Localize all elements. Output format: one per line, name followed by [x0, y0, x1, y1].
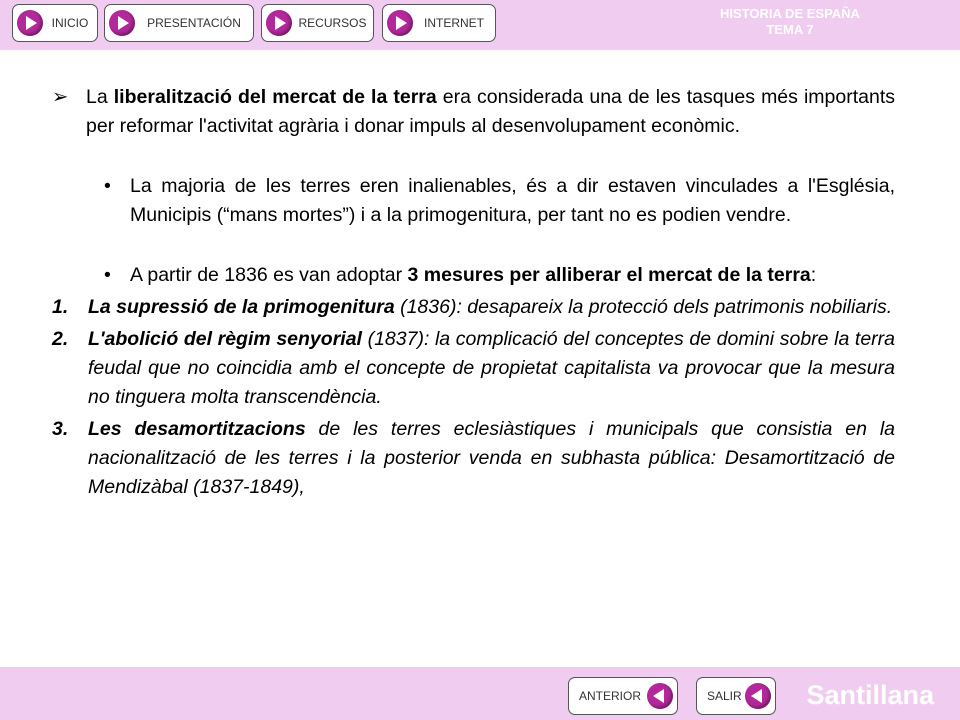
slide-content	[52, 83, 895, 502]
nav-button-label: INTERNET	[424, 16, 484, 30]
bullet-dot: •	[104, 175, 111, 197]
previous-button-label: ANTERIOR	[579, 689, 642, 703]
header-title-line2: TEMA 7	[766, 22, 814, 37]
play-arrow-icon	[17, 10, 43, 36]
arrow-bullet-icon: ➢	[52, 86, 69, 108]
header-title	[700, 6, 880, 38]
intro-keyword: liberalització del mercat de la terra	[113, 86, 437, 108]
bullet-item: • La majoria de les terres eren inalienables, és a dir estaven vinculades a l'Església, Municipis (“mans mortes”) i a la primogenitura, per tant no es podien vendre.	[52, 172, 895, 230]
exit-button-label: SALIR	[707, 689, 742, 703]
play-arrow-icon	[387, 10, 413, 36]
brand-logo: Santillana	[806, 680, 934, 710]
numbered-item: 3. Les desamortitzacions de les terres eclesiàstiques i municipals que consistia en la nacionalització de les terres i la posterior venda en subhasta pública: Desamortització de Mendizàbal (1837-1849),	[52, 415, 895, 502]
previous-button[interactable]	[568, 677, 678, 715]
back-arrow-icon	[647, 683, 673, 709]
item-keyword: La supressió de la primogenitura	[88, 296, 395, 318]
back-arrow-icon	[745, 683, 771, 709]
nav-button-label: INICIO	[51, 16, 89, 30]
item-keyword: Les desamortitzacions	[88, 418, 306, 440]
nav-button-internet[interactable]	[382, 4, 496, 42]
nav-button-label: RECURSOS	[298, 16, 367, 30]
nav-button-inicio[interactable]	[12, 4, 98, 42]
nav-button-recursos[interactable]	[261, 4, 374, 42]
bullet-dot: •	[104, 264, 111, 286]
item-number: 1.	[52, 296, 69, 318]
play-arrow-icon	[109, 10, 135, 36]
play-arrow-icon	[266, 10, 292, 36]
header-title-line1: HISTORIA DE ESPAÑA	[720, 6, 860, 21]
bullet-item: • A partir de 1836 es van adoptar 3 mesures per alliberar el mercat de la terra:	[52, 261, 895, 290]
nav-button-label: PRESENTACIÓN	[147, 16, 241, 30]
exit-button[interactable]	[696, 677, 776, 715]
nav-button-presentacion[interactable]	[104, 4, 254, 42]
item-number: 3.	[52, 418, 69, 440]
intro-paragraph: ➢ La liberalització del mercat de la terra era considerada una de les tasques més importants per reformar l'activitat agrària i donar impuls al desenvolupament econòmic.	[52, 83, 895, 141]
numbered-item: 1. La supressió de la primogenitura (1836): desapareix la protecció dels patrimonis nobiliaris.	[52, 293, 895, 322]
numbered-item: 2. L'abolició del règim senyorial (1837): la complicació del conceptes de domini sobre la terra feudal que no coincidia amb el concepte de propietat capitalista va provocar que la mesura no tinguera molta transcendència.	[52, 325, 895, 412]
bullet-keyword: 3 mesures per alliberar el mercat de la terra	[407, 264, 811, 286]
item-keyword: L'abolició del règim senyorial	[88, 328, 362, 350]
item-number: 2.	[52, 328, 69, 350]
